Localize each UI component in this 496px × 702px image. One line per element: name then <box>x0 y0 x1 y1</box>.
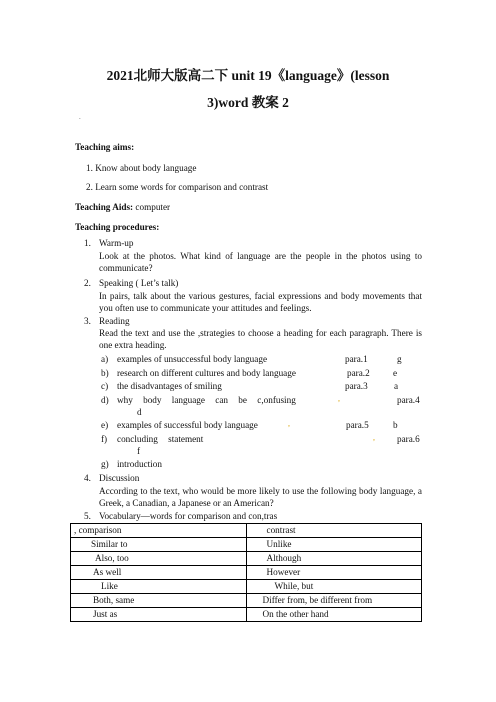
step-number: 2. <box>84 278 91 288</box>
heading-answer: b <box>393 420 398 430</box>
heading-answer: g <box>397 354 402 364</box>
heading-answer: d <box>137 407 142 417</box>
heading-mark: , <box>288 419 290 428</box>
step-number: 1. <box>84 238 91 248</box>
step-number: 5. <box>84 511 91 521</box>
step-title: Reading <box>99 316 130 326</box>
step-title: Speaking ( Let’s talk) <box>99 278 179 288</box>
teaching-aids <box>75 201 170 213</box>
step-text: In pairs, talk about the various gestures, facial expressions and body movements that you often use to communicate your attitudes and feelings. <box>99 291 422 313</box>
table-row <box>71 594 422 608</box>
heading-para: para.3 <box>345 381 368 391</box>
heading-para: para.2 <box>347 368 370 378</box>
header-cell-comparison: , comparison <box>71 524 247 538</box>
table-cell: While, but <box>246 580 422 594</box>
table-row <box>71 580 422 594</box>
heading-mark: , <box>373 433 375 442</box>
heading-label: a) <box>101 354 109 364</box>
aids-value: computer <box>133 202 171 212</box>
table-cell: However <box>246 566 422 580</box>
heading-para: para.1 <box>345 354 368 364</box>
header-cell-contrast: contrast <box>246 524 422 538</box>
table-cell: Differ from, be different from <box>246 594 422 608</box>
document-title-line-1: 2021北师大版高二下 unit 19《language》(lesson <box>106 68 390 83</box>
vocabulary-table <box>70 523 422 622</box>
heading-mark: , <box>338 394 340 403</box>
heading-label: f) <box>101 434 108 444</box>
table-row <box>71 538 422 552</box>
step-text: Look at the photos. What kind of language are the people in the photos using to communicate? <box>99 251 422 273</box>
heading-text: concluding statement <box>117 434 204 444</box>
step-number: 3. <box>84 316 91 326</box>
heading-text: why body language can be c,onfusing <box>117 395 296 405</box>
heading-label: b) <box>101 368 109 378</box>
heading-label: e) <box>101 420 109 430</box>
heading-text: examples of unsuccessful body language <box>117 354 268 364</box>
aim-item-1: 1. Know about body language <box>86 163 197 173</box>
stray-mark: . <box>79 113 81 121</box>
table-header-row <box>71 524 422 538</box>
aim-item-2: 2. Learn some words for comparison and contrast <box>86 182 269 192</box>
table-cell: Like <box>71 580 247 594</box>
table-cell: Just as <box>71 608 247 622</box>
aims-heading: Teaching aims: <box>75 142 135 152</box>
table-cell: Although <box>246 552 422 566</box>
heading-text: examples of successful body language <box>117 420 258 430</box>
step-title: Warm-up <box>99 238 134 248</box>
heading-answer: e <box>393 368 398 378</box>
heading-answer: a <box>394 381 399 391</box>
aids-label: Teaching Aids: <box>75 202 134 212</box>
heading-para: para.6 <box>397 434 420 444</box>
heading-label: d) <box>101 395 109 405</box>
step-title: Vocabulary—words for comparison and con,tras <box>99 511 278 521</box>
table-cell: As well <box>71 566 247 580</box>
table-cell: Similar to <box>71 538 247 552</box>
heading-label: g) <box>101 459 109 469</box>
heading-label: c) <box>101 381 109 391</box>
table-row <box>71 566 422 580</box>
step-number: 4. <box>84 473 91 483</box>
step-text: Read the text and use the ,strategies to choose a heading for each paragraph. There is one extra heading. <box>99 328 422 350</box>
table-cell: Unlike <box>246 538 422 552</box>
heading-para: para.4 <box>397 395 420 405</box>
heading-answer: f <box>137 446 141 456</box>
table-row <box>71 552 422 566</box>
step-text: According to the text, who would be more likely to use the following body language, a Greek, a Canadian, a Japanese or an American? <box>99 486 422 508</box>
procedures-heading: Teaching procedures: <box>75 222 160 232</box>
heading-text: introduction <box>117 459 162 469</box>
table-cell: Both, same <box>71 594 247 608</box>
heading-text: the disadvantages of smiling <box>117 381 222 391</box>
table-cell: On the other hand <box>246 608 422 622</box>
step-title: Discussion <box>99 473 140 483</box>
heading-para: para.5 <box>346 420 369 430</box>
heading-text: research on different cultures and body language <box>117 368 296 378</box>
document-title-line-2: 3)word 教案 2 <box>207 95 289 110</box>
table-row <box>71 608 422 622</box>
table-cell: Also, too <box>71 552 247 566</box>
